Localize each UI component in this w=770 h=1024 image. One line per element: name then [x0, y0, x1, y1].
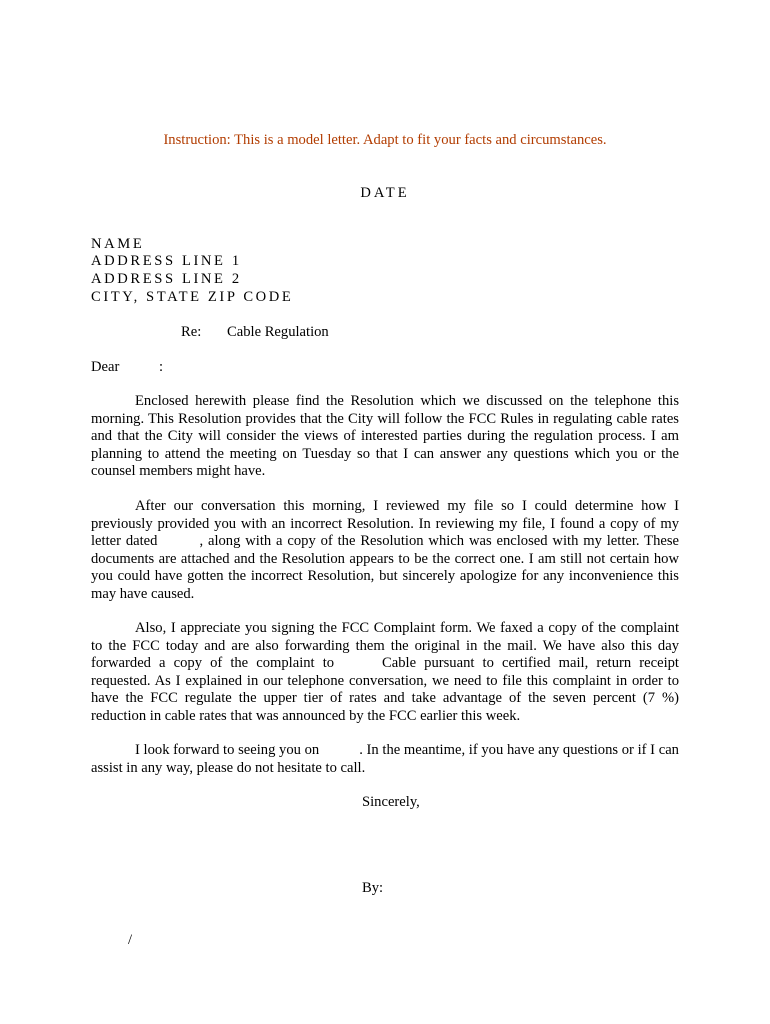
recipient-city-state-zip: CITY, STATE ZIP CODE — [91, 289, 294, 305]
instruction-note: Instruction: This is a model letter. Adapt to fit your facts and circumstances. — [163, 132, 607, 148]
recipient-address-line-1: ADDRESS LINE 1 — [91, 253, 242, 269]
paragraph-2-start: After our conversation this morning, I reviewed my file so I could determine how I previously provided you with an incorrect Resolution. In reviewing my file, I found a copy of my letter dated — [91, 498, 679, 549]
paragraph-3-start: Also, I appreciate you signing the FCC Complaint form. We faxed a copy of the complaint to the FCC today and are also forwarding them the original in the mail. We have also this day forwarded a copy of the complaint to — [91, 620, 679, 671]
initials-slash: / — [128, 932, 133, 948]
closing-sincerely: Sincerely, — [362, 794, 420, 810]
salutation-dear: Dear — [91, 359, 120, 375]
recipient-address-line-2: ADDRESS LINE 2 — [91, 271, 242, 287]
re-label: Re: — [181, 324, 202, 340]
paragraph-3-end: Cable pursuant to certified mail, return receipt requested. As I explained in our telephone conversation, we need to file this complaint in order to have the FCC regulate the upper tier of rates and take advantage of the seven percent (7 %) reduction in cable rates that was announced by the FCC earlier this week. — [91, 655, 679, 724]
paragraph-4-end: . In the meantime, if you have any questions or if I can assist in any way, please do not hesitate to call. — [91, 742, 679, 776]
paragraph-2-end: , along with a copy of the Resolution which was enclosed with my letter. These documents are attached and the Resolution appears to be the correct one. I am still not certain how you could have gotten the incorrect Resolution, but sincerely apologize for any inconvenience this may have caused. — [91, 533, 679, 602]
paragraph-incorrect-resolution — [91, 498, 679, 603]
date-placeholder: DATE — [360, 185, 410, 201]
paragraph-4-start: I look forward to seeing you on — [135, 742, 320, 758]
paragraph-fcc-complaint — [91, 620, 679, 725]
paragraph-enclosed-resolution: Enclosed herewith please find the Resolution which we discussed on the telephone this morning. This Resolution provides that the City will follow the FCC Rules in regulating cable rates and that the City will consider the views of interested parties during the regulation process. I am planning to attend the meeting on Tuesday so that I can answer any questions which you or the counsel members might have. — [91, 393, 679, 479]
signature-by: By: — [362, 880, 384, 896]
recipient-name: NAME — [91, 236, 145, 252]
paragraph-look-forward — [91, 742, 679, 777]
salutation-colon: : — [159, 359, 164, 375]
re-subject: Cable Regulation — [227, 324, 329, 340]
